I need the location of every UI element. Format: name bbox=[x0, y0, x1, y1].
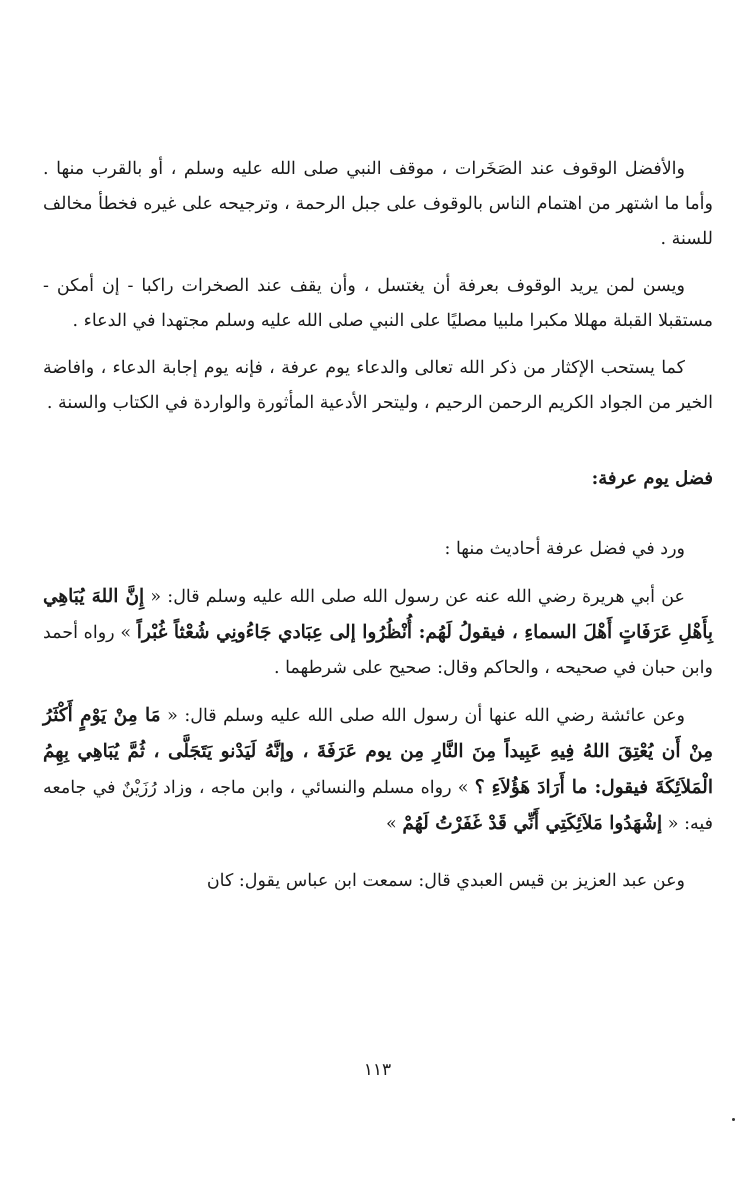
paragraph-intro: ورد في فضل عرفة أحاديث منها : bbox=[444, 539, 685, 559]
paragraph-hadith-abu-hurayra bbox=[43, 579, 713, 686]
quote-close: » bbox=[120, 623, 132, 643]
hadith-mid: رواه مسلم والنسائي ، وابن ماجه ، وزاد رُزَيْنٌ في جامعه فيه: bbox=[43, 778, 713, 834]
paragraph-supplication: كما يستحب الإكثار من ذكر الله تعالى والدعاء يوم عرفة ، فإنه يوم إجابة الدعاء ، وافاضة الخير من الجواد الكريم الرحمن الرحيم ، وليتحر الأدعية المأثورة والواردة في الكتاب والسنة . bbox=[43, 358, 713, 413]
scan-speck bbox=[732, 1118, 735, 1121]
page-body bbox=[43, 152, 713, 911]
hadith-text: مَا مِنْ يَوْمٍ أَكْثَرُ مِنْ أَن يُعْتِقَ اللهُ فِيهِ عَبِيداً مِنَ النَّارِ مِن يوم عَرَفَةَ ، وإنَّهُ لَيَدْنو يَتَجَلَّى ، ثُمَّ يُبَاهِي بِهِمُ الْمَلاَئِكَةَ فيقول: ما أَرَادَ هَؤُلاَءِ ؟ bbox=[43, 705, 713, 798]
quote-open: « bbox=[150, 587, 162, 607]
page-number: ١١٣ bbox=[363, 1060, 392, 1080]
hadith-text-2: إشْهَدُوا مَلاَئِكَتِي أَنِّي قَدْ غَفَرْتُ لَهُمْ bbox=[402, 813, 663, 834]
paragraph-standing-sunnah: ويسن لمن يريد الوقوف بعرفة أن يغتسل ، وأن يقف عند الصخرات راكبا - إن أمكن - مستقبلا القبلة مهللا مكبرا ملبيا مصليًا على النبي صلى الله عليه وسلم مجتهدا في الدعاء . bbox=[43, 276, 713, 331]
quote-open: « bbox=[167, 706, 178, 726]
hadith-lead: عن أبي هريرة رضي الله عنه عن رسول الله صلى الله عليه وسلم قال: bbox=[167, 587, 685, 607]
hadith-text: إِنَّ اللهَ يُبَاهِي بِأَهْلِ عَرَفَاتٍ أَهْلَ السماءِ ، فيقولُ لَهُم: أُنْظُرُوا إلى عِبَادي جَاءُونِي شُعْثاً غُبْراً bbox=[43, 586, 713, 643]
quote-close: » bbox=[457, 778, 469, 798]
hadith-tail: رواه أحمد وابن حبان في صحيحه ، والحاكم وقال: صحيح على شرطهما . bbox=[43, 623, 713, 678]
hadith-lead: وعن عائشة رضي الله عنها أن رسول الله صلى الله عليه وسلم قال: bbox=[184, 706, 685, 726]
paragraph-hadith-aisha bbox=[43, 698, 713, 842]
paragraph-last-line: وعن عبد العزيز بن قيس العبدي قال: سمعت ابن عباس يقول: كان bbox=[206, 871, 685, 891]
quote-close-2: » bbox=[386, 814, 397, 834]
section-heading: فضل يوم عرفة: bbox=[591, 468, 713, 489]
quote-open-2: « bbox=[667, 814, 679, 834]
paragraph-standing-place: والأفضل الوقوف عند الصَخَرات ، موقف النبي صلى الله عليه وسلم ، أو بالقرب منها . وأما ما اشتهر من اهتمام الناس بالوقوف على جبل الرحمة ، وترجيحه على غيره فخطأ مخالف للسنة . bbox=[43, 159, 713, 249]
